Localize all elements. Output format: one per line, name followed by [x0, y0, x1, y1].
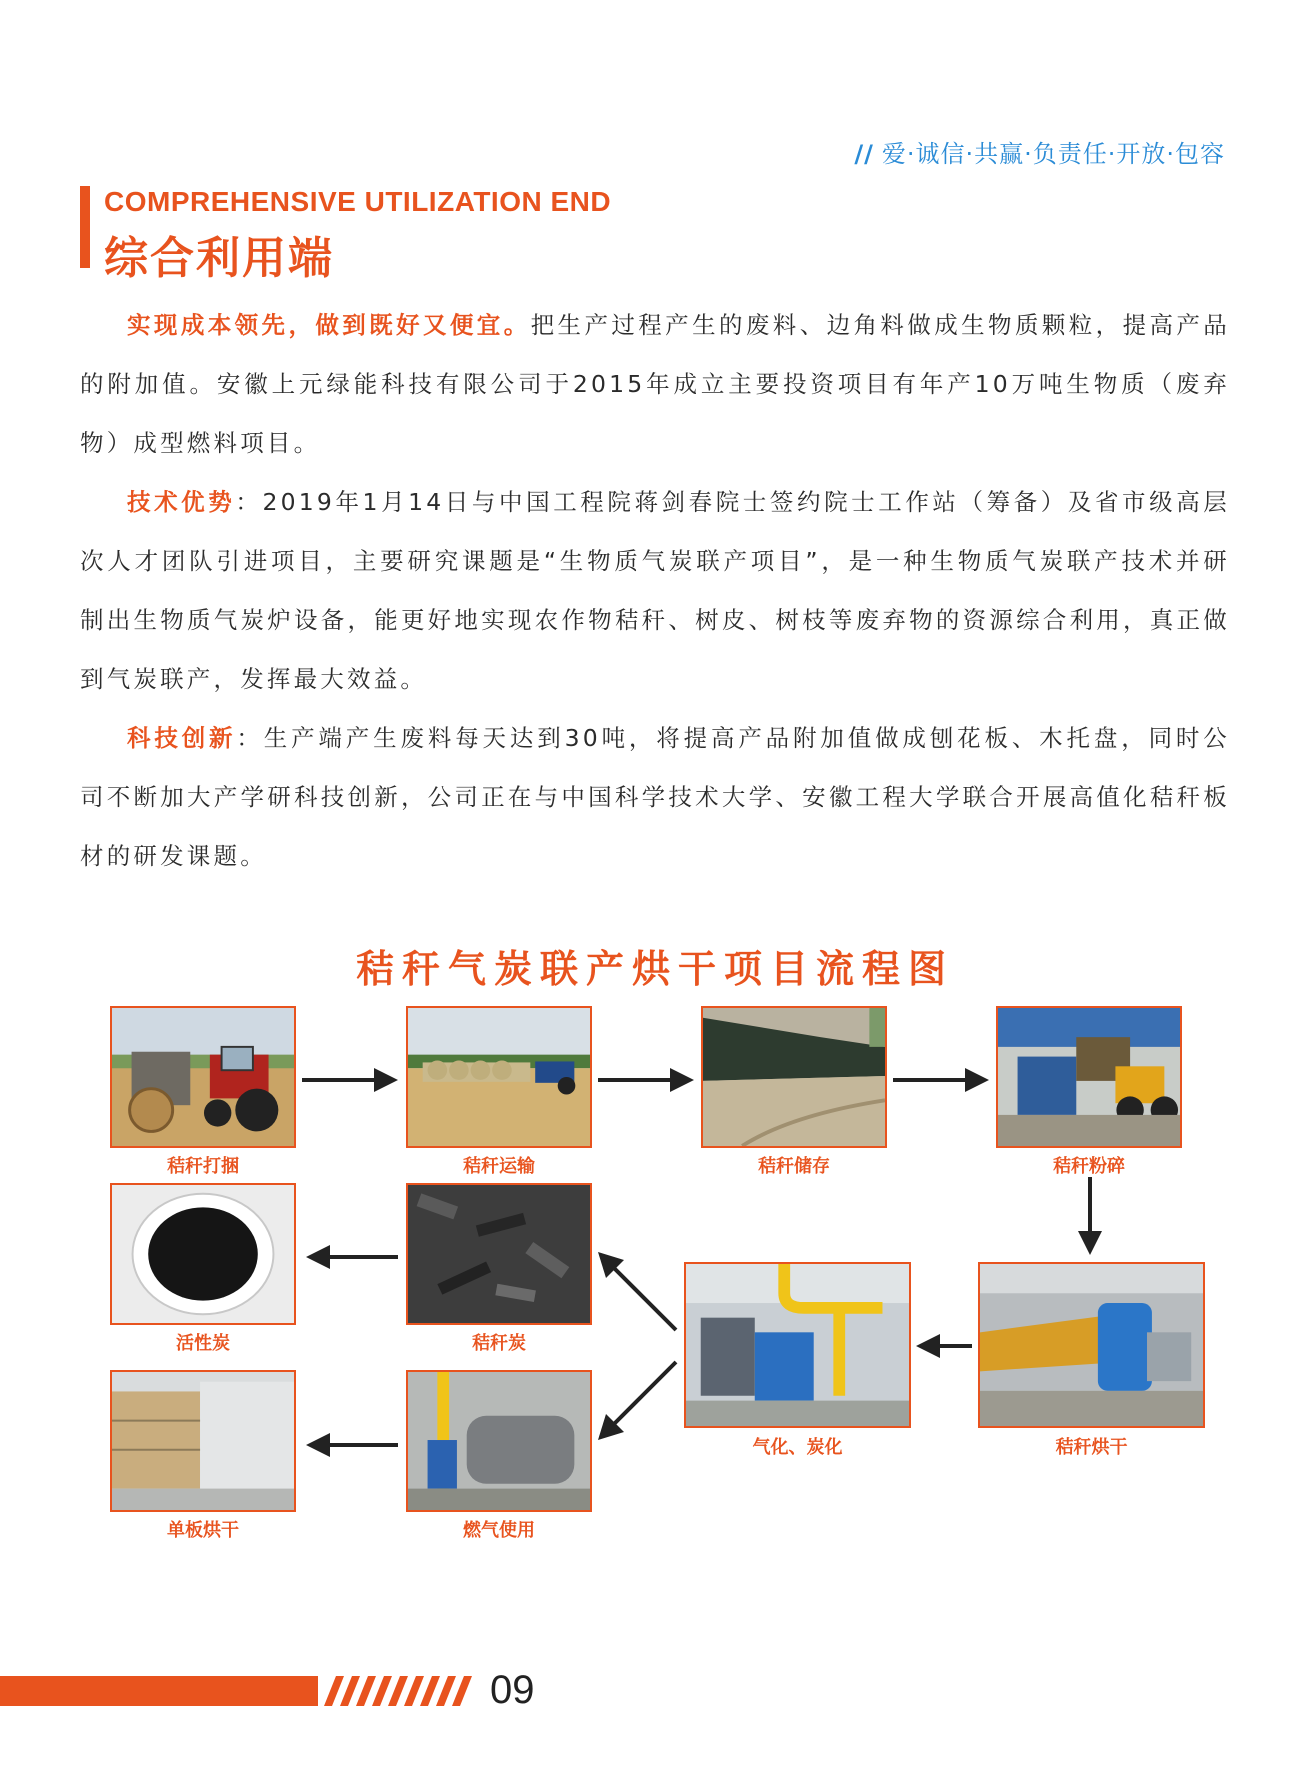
section-title-cn: 综合利用端: [104, 233, 334, 284]
paragraph-text: ：生产端产生废料每天达到30吨，将提高产品附加值做成刨花板、木托盘，同时公司不断加大产学研科技创新，公司正在与中国科学技术大学、安徽工程大学联合开展高值化秸秆板材的研发课题。: [80, 724, 1230, 870]
step-caption-drying: 秸秆烘干: [1055, 1437, 1128, 1458]
paragraph-highlight: 科技创新: [127, 724, 237, 752]
photo-veneer-drying: [110, 1370, 296, 1512]
step-caption-activated-carbon: 活性炭: [176, 1333, 230, 1354]
veneer-dryer-image: [112, 1372, 294, 1510]
photo-transport: [406, 1006, 592, 1148]
step-caption-veneer-drying: 单板烘干: [167, 1520, 239, 1541]
body-text: [80, 296, 1230, 886]
step-caption-transport: 秸秆运输: [463, 1156, 535, 1177]
activated-carbon-image: [112, 1185, 294, 1323]
footer-accent-bar: [0, 1676, 318, 1706]
straw-charcoal-image: [408, 1185, 590, 1323]
arrow-left-icon: [916, 1331, 972, 1361]
photo-drying: [978, 1262, 1205, 1428]
photo-crushing: [996, 1006, 1182, 1148]
step-caption-crushing: 秸秆粉碎: [1053, 1156, 1125, 1177]
page-number: 09: [490, 1668, 535, 1712]
arrow-right-icon: [598, 1065, 694, 1095]
step-caption-gas-use: 燃气使用: [463, 1520, 535, 1541]
paragraph-highlight: 技术优势: [127, 488, 236, 516]
step-caption-baling: 秸秆打捆: [167, 1156, 239, 1177]
arrow-right-icon: [302, 1065, 398, 1095]
gasification-furnace-image: [686, 1264, 909, 1426]
paragraph-text: ：2019年1月14日与中国工程院蒋剑春院士签约院士工作站（筹备）及省市级高层次人才团队引进项目，主要研究课题是“生物质气炭联产项目”，是一种生物质气炭联产技术并研制出生物质气炭炉设备，能更好地实现农作物秸秆、树皮、树枝等废弃物的资源综合利用，真正做到气炭联产，发挥最大效益。: [80, 488, 1230, 693]
straw-crusher-image: [998, 1008, 1180, 1146]
paragraph-cost: [80, 296, 1230, 473]
step-caption-storage: 秸秆储存: [758, 1156, 830, 1177]
arrow-right-icon: [893, 1065, 989, 1095]
step-caption-straw-charcoal: 秸秆炭: [472, 1333, 526, 1354]
footer-stripes-icon: [318, 1676, 478, 1706]
gas-boiler-image: [408, 1372, 590, 1510]
photo-gas-use: [406, 1370, 592, 1512]
photo-straw-charcoal: [406, 1183, 592, 1325]
photo-gasification: [684, 1262, 911, 1428]
paragraph-highlight: 实现成本领先，做到既好又便宜。: [127, 311, 531, 339]
photo-activated-carbon: [110, 1183, 296, 1325]
straw-storage-image: [703, 1008, 885, 1146]
paragraph-text: 把生产过程产生的废料、边角料做成生物质颗粒，提高产品的附加值。安徽上元绿能科技有限公司于2015年成立主要投资项目有年产10万吨生物质（废弃物）成型燃料项目。: [80, 311, 1231, 457]
arrow-left-icon: [306, 1242, 398, 1272]
arrow-down-left-icon: [596, 1358, 680, 1442]
photo-baling: [110, 1006, 296, 1148]
header-motto: [854, 134, 1225, 169]
motto-text: 爱·诚信·共赢·负责任·开放·包容: [881, 140, 1225, 168]
rotary-dryer-image: [980, 1264, 1203, 1426]
tractor-baler-image: [112, 1008, 294, 1146]
tractor-transport-image: [408, 1008, 590, 1146]
arrow-up-left-icon: [596, 1250, 680, 1334]
section-title-en: COMPREHENSIVE UTILIZATION END: [104, 186, 612, 217]
arrow-down-icon: [1075, 1177, 1105, 1255]
title-accent-bar: [80, 186, 90, 268]
arrow-left-icon: [306, 1430, 398, 1460]
motto-marker: //: [854, 140, 874, 168]
flowchart-title: 秸秆气炭联产烘干项目流程图: [355, 947, 954, 991]
paragraph-innovation: [80, 709, 1230, 886]
step-caption-gasification: 气化、炭化: [752, 1437, 843, 1458]
photo-storage: [701, 1006, 887, 1148]
paragraph-tech: [80, 473, 1230, 709]
